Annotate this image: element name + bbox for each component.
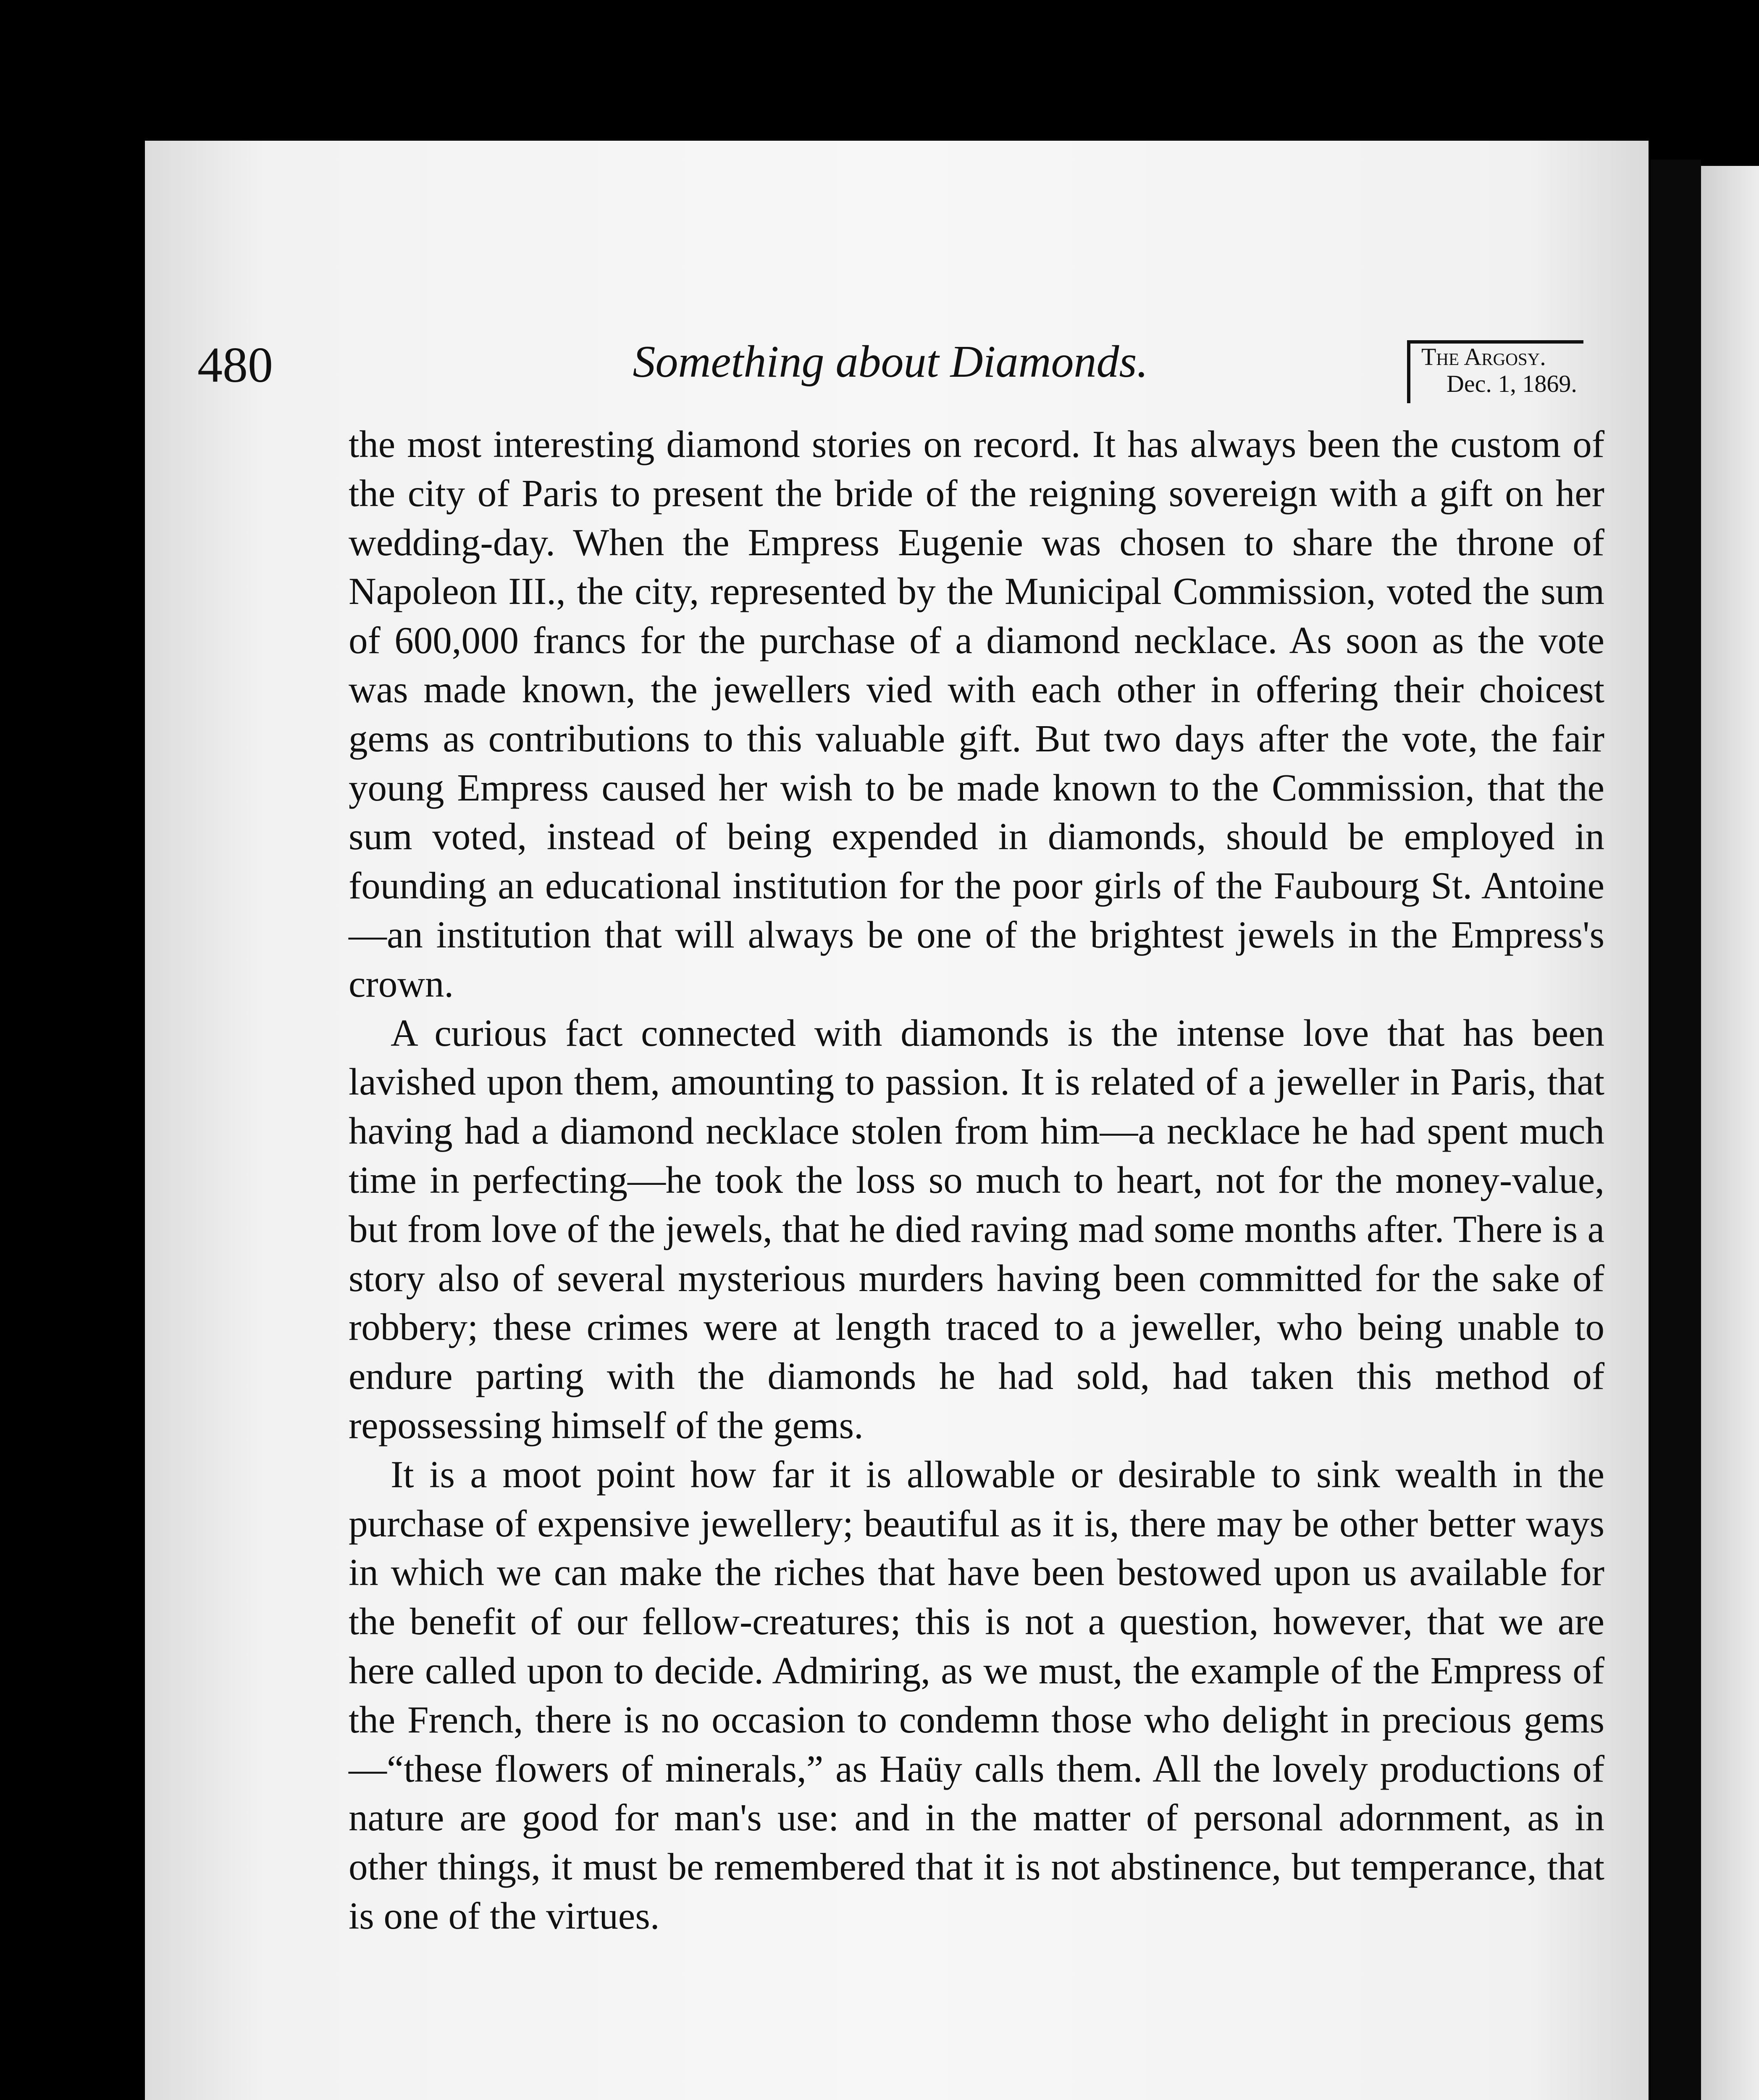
page-header (197, 336, 1583, 420)
page-gutter (1651, 160, 1701, 2100)
article-body (349, 420, 1604, 1941)
paragraph-1: the most interesting diamond stories on record. It has always been the custom of the city of Paris to present the bride of the reigning sovereign with a gift on her wedding-day. When the Empress Eugenie was chosen to share the throne of Napoleon III., the city, represented by the Municipal Commission, voted the sum of 600,000 francs for the purchase of a diamond necklace. As soon as the vote was made known, the jewellers vied with each other in offering their choicest gems as contributions to this valuable gift. But two days after the vote, the fair young Empress caused her wish to be made known to the Commission, that the sum voted, instead of being expended in diamonds, should be employed in founding an educational institution for the poor girls of the Faubourg St. Antoine—an institution that will always be one of the brightest jewels in the Empress's crown. (349, 423, 1604, 1005)
facing-page-edge (1701, 166, 1759, 2100)
issue-bracket (1407, 340, 1583, 403)
page-number: 480 (197, 337, 273, 393)
paragraph-3: It is a moot point how far it is allowable or desirable to sink wealth in the purchase of expensive jewellery; beautiful as it is, there may be other better ways in which we can make the riches that have been bestowed upon us available for the benefit of our fellow-creatures; this is not a question, however, that we are here called upon to decide. Admiring, as we must, the example of the Empress of the French, there is no occasion to condemn those who delight in precious gems—“these flowers of minerals,” as Haüy calls them. All the lovely productions of nature are good for man's use: and in the matter of personal adornment, as in other things, it must be remembered that it is not abstinence, but temperance, that is one of the virtues. (349, 1453, 1604, 1937)
issue-title: The Argosy. (1421, 343, 1546, 370)
paragraph-2: A curious fact connected with diamonds is the intense love that has been lavished upon them, amounting to passion. It is related of a jeweller in Paris, that having had a diamond necklace stolen from him—a necklace he had spent much time in perfecting—he took the loss so much to heart, not for the money-value, but from love of the jewels, that he died raving mad some months after. There is a story also of several mysterious murders having been committed for the sake of robbery; these crimes were at length traced to a jeweller, who being unable to endure parting with the diamonds he had sold, had taken this method of repossessing himself of the gems. (349, 1011, 1604, 1446)
running-title: Something about Diamonds. (633, 337, 1148, 387)
issue-date: Dec. 1, 1869. (1447, 370, 1577, 397)
